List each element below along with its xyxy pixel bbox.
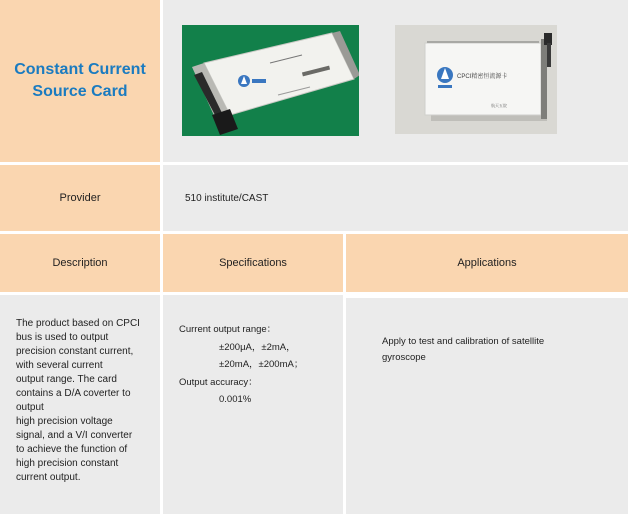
applications-line-1: Apply to test and calibration of satellite xyxy=(382,336,545,347)
card-flat-illustration xyxy=(395,25,557,134)
provider-label-cell xyxy=(0,165,160,231)
card-printed-brand: 航天五院 xyxy=(491,103,507,108)
specifications-header: Specifications xyxy=(219,257,287,269)
applications-body xyxy=(346,298,628,514)
product-photo-flat xyxy=(395,25,557,134)
output-accuracy-value: 0.001% xyxy=(219,394,252,405)
product-photos-cell xyxy=(163,0,628,162)
description-line: high precision voltage xyxy=(16,416,113,427)
product-title-line1: Constant Current xyxy=(14,61,146,78)
description-line: current output. xyxy=(16,472,81,483)
specifications-header-cell xyxy=(163,234,343,292)
applications-line-2: gyroscope xyxy=(382,352,426,363)
description-line: with several current xyxy=(16,360,103,371)
description-line: The product based on CPCI xyxy=(16,318,140,329)
provider-value: 510 institute/CAST xyxy=(185,192,269,204)
card-printed-title: CPCI精密恒流源卡 xyxy=(457,74,508,80)
product-title-line2: Source Card xyxy=(32,83,128,100)
description-line: bus is used to output xyxy=(16,332,109,343)
description-line: high precision constant xyxy=(16,458,119,469)
applications-header-cell xyxy=(346,234,628,292)
description-line: precision constant current, xyxy=(16,346,134,357)
card-angled-illustration xyxy=(182,25,359,136)
provider-value-cell xyxy=(163,165,628,231)
specifications-body xyxy=(163,295,343,514)
description-header: Description xyxy=(52,257,108,269)
provider-label: Provider xyxy=(59,192,101,204)
description-line: to achieve the function of xyxy=(16,444,128,455)
description-body xyxy=(0,295,160,514)
description-line: contains a D/A coverter to xyxy=(16,388,131,399)
applications-header: Applications xyxy=(457,257,517,269)
output-accuracy-label: Output accuracy： xyxy=(179,376,258,388)
product-title xyxy=(14,59,146,103)
description-line: output range. The card xyxy=(16,374,117,385)
product-title-cell xyxy=(0,0,160,162)
description-line: output xyxy=(16,402,44,413)
description-header-cell xyxy=(0,234,160,292)
product-photo-angled xyxy=(182,25,359,136)
current-range-values-2: ±20mA，±200mA； xyxy=(219,359,304,370)
current-range-label: Current output range： xyxy=(179,324,277,335)
description-line: signal, and a V/I converter xyxy=(16,430,133,441)
current-range-values-1: ±200μA，±2mA， xyxy=(219,341,296,353)
